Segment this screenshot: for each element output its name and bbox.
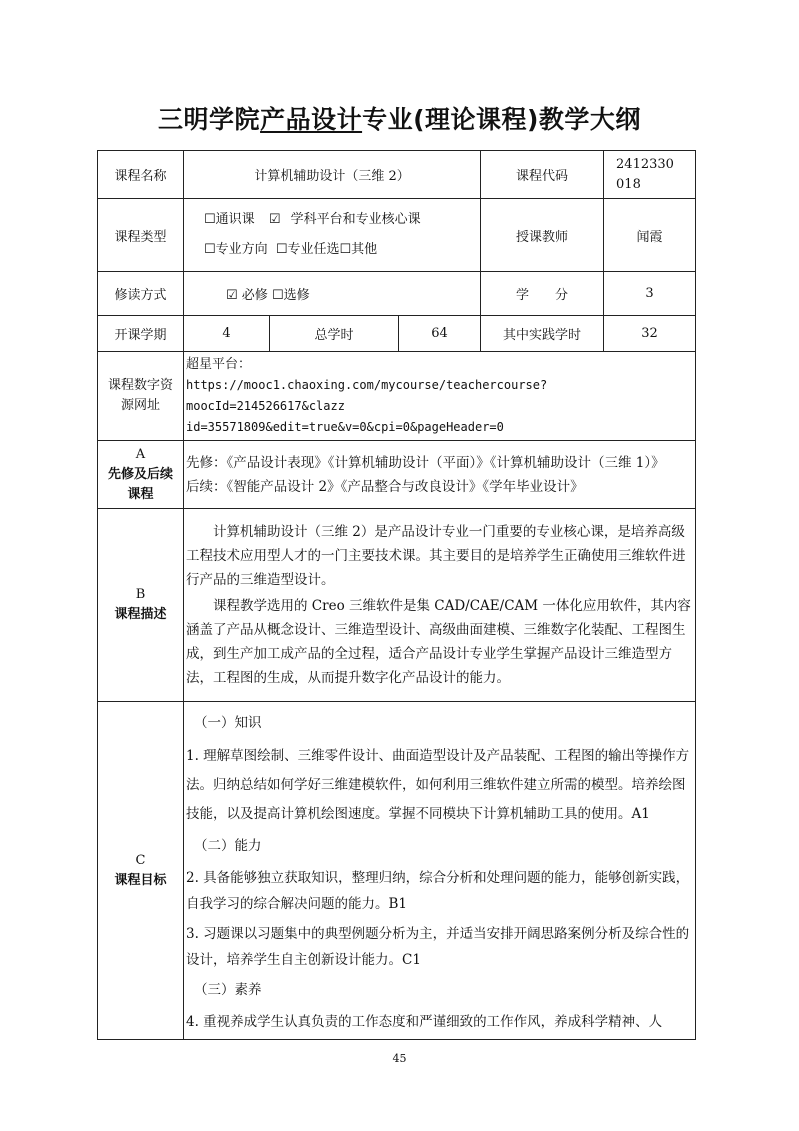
- c-quality-heading: （三）素养: [194, 982, 262, 998]
- semester-label: 开课学期: [98, 316, 184, 352]
- credit-label: 学 分: [481, 272, 604, 316]
- title-suffix: 专业(理论课程)教学大纲: [362, 105, 641, 134]
- page-title: [0, 100, 799, 136]
- semester-value: 4: [184, 316, 270, 352]
- row-course-name: [98, 151, 696, 199]
- course-code-line2: 018: [616, 176, 641, 192]
- a-label: [98, 441, 184, 509]
- type-elective: 专业任选: [287, 242, 340, 257]
- a-label-line1: 先修及后续: [107, 466, 173, 482]
- a-follow-text: 后续：《智能产品设计 2》《产品整合与改良设计》《学年毕业设计》: [186, 478, 584, 495]
- title-school: 三明学院: [158, 105, 261, 134]
- checkbox-required-icon: ☑: [226, 288, 238, 303]
- practice-hours-label: 其中实践学时: [481, 316, 604, 352]
- practice-hours-value: 32: [604, 316, 696, 352]
- course-name-value: 计算机辅助设计（三维 2）: [184, 151, 481, 199]
- checkbox-optional-icon: ☐: [271, 288, 284, 303]
- resource-label-line1: 课程数字资: [107, 378, 173, 393]
- course-code-label: 课程代码: [481, 151, 604, 199]
- course-code-value: [604, 151, 696, 199]
- study-mode-label: 修读方式: [98, 272, 184, 316]
- resource-label: [98, 352, 184, 441]
- study-mode-options: [184, 272, 481, 316]
- b-content: [184, 509, 696, 702]
- row-semester: [98, 316, 696, 352]
- row-course-type: [98, 199, 696, 272]
- syllabus-table: [97, 150, 696, 1040]
- c-item-3: 3. 习题课以习题集中的典型例题分析为主，并适当安排开阔思路案例分析及综合性的设计，培养学生自主创新设计能力。C1: [186, 926, 690, 968]
- course-code-line1: 2412330: [616, 156, 674, 172]
- checkbox-core-icon: ☑: [268, 212, 281, 227]
- course-type-options: [184, 199, 481, 272]
- credit-value: 3: [604, 272, 696, 316]
- c-item-2: 2. 具备能够独立获取知识，整理归纳，综合分析和处理问题的能力，能够创新实践，自我学习的综合解决问题的能力。B1: [186, 870, 690, 912]
- total-hours-value: 64: [399, 316, 481, 352]
- page-number: 45: [392, 1052, 407, 1065]
- type-other: 其他: [351, 242, 378, 257]
- checkbox-elective-icon: ☐: [275, 242, 288, 257]
- c-label-text: 课程目标: [114, 872, 167, 888]
- type-general: 通识课: [215, 212, 255, 227]
- c-ability-heading: （二）能力: [194, 838, 262, 854]
- checkbox-general-icon: ☐: [204, 212, 216, 227]
- resource-url-line2[interactable]: id=35571809&edit=true&v=0&cpi=0&pageHeader=0: [186, 420, 504, 434]
- row-c-objectives: [98, 702, 696, 1040]
- c-label: [98, 702, 184, 1040]
- type-core: 学科平台和专业核心课: [290, 212, 421, 227]
- resource-url-line1[interactable]: https://mooc1.chaoxing.com/mycourse/teachercourse?moocId=214526617&clazz: [186, 378, 548, 413]
- c-item-4: 4. 重视养成学生认真负责的工作态度和严谨细致的工作作风，养成科学精神、人: [186, 1014, 663, 1030]
- a-code: A: [135, 446, 146, 462]
- course-name-label: 课程名称: [98, 151, 184, 199]
- a-content: [184, 441, 696, 509]
- resource-platform: 超星平台：: [186, 357, 252, 372]
- row-study-mode: [98, 272, 696, 316]
- mode-optional: 选修: [283, 288, 310, 303]
- b-label: [98, 509, 184, 702]
- c-knowledge-heading: （一）知识: [194, 715, 262, 731]
- a-label-line2: 课程: [127, 486, 154, 502]
- a-prereq-text: 先修：《产品设计表现》《计算机辅助设计（平面）》《计算机辅助设计（三维 1）》: [186, 454, 665, 471]
- mode-required: 必修: [241, 288, 268, 303]
- teacher-label: 授课教师: [481, 199, 604, 272]
- c-content: [184, 702, 696, 1040]
- resource-cell: [184, 352, 696, 441]
- course-type-label: 课程类型: [98, 199, 184, 272]
- row-b-description: [98, 509, 696, 702]
- title-major: 产品设计: [260, 105, 363, 134]
- b-paragraph-2: 课程教学选用的 Creo 三维软件是集 CAD/CAE/CAM 一体化应用软件，其内容涵盖了产品从概念设计、三维造型设计、高级曲面建模、三维数字化装配、工程图生成，到生产加工成产品的全过程，适合产品设计专业学生掌握产品设计三维造型方法，工程图的生成，从而提升数字化产品设计的能力。: [186, 598, 691, 686]
- checkbox-direction-icon: ☐: [204, 242, 216, 257]
- row-a-prereq: [98, 441, 696, 509]
- c-item-1: 1. 理解草图绘制、三维零件设计、曲面造型设计及产品装配、工程图的输出等操作方法。归纳总结如何学好三维建模软件，如何利用三维软件建立所需的模型。培养绘图技能，以及提高计算机绘图速度。掌握不同模块下计算机辅助工具的使用。A1: [186, 748, 690, 822]
- resource-label-line2: 源网址: [120, 398, 160, 413]
- b-code: B: [135, 587, 146, 602]
- teacher-value: 闻霞: [604, 199, 696, 272]
- type-direction: 专业方向: [215, 242, 268, 257]
- total-hours-label: 总学时: [270, 316, 399, 352]
- b-paragraph-1: 计算机辅助设计（三维 2）是产品设计专业一门重要的专业核心课，是培养高级工程技术应用型人才的一门主要技术课。其主要目的是培养学生正确使用三维软件进行产品的三维造型设计。: [186, 524, 686, 588]
- checkbox-other-icon: ☐: [339, 242, 352, 257]
- b-label-text: 课程描述: [114, 607, 167, 622]
- row-resource: [98, 352, 696, 441]
- c-code: C: [135, 852, 146, 868]
